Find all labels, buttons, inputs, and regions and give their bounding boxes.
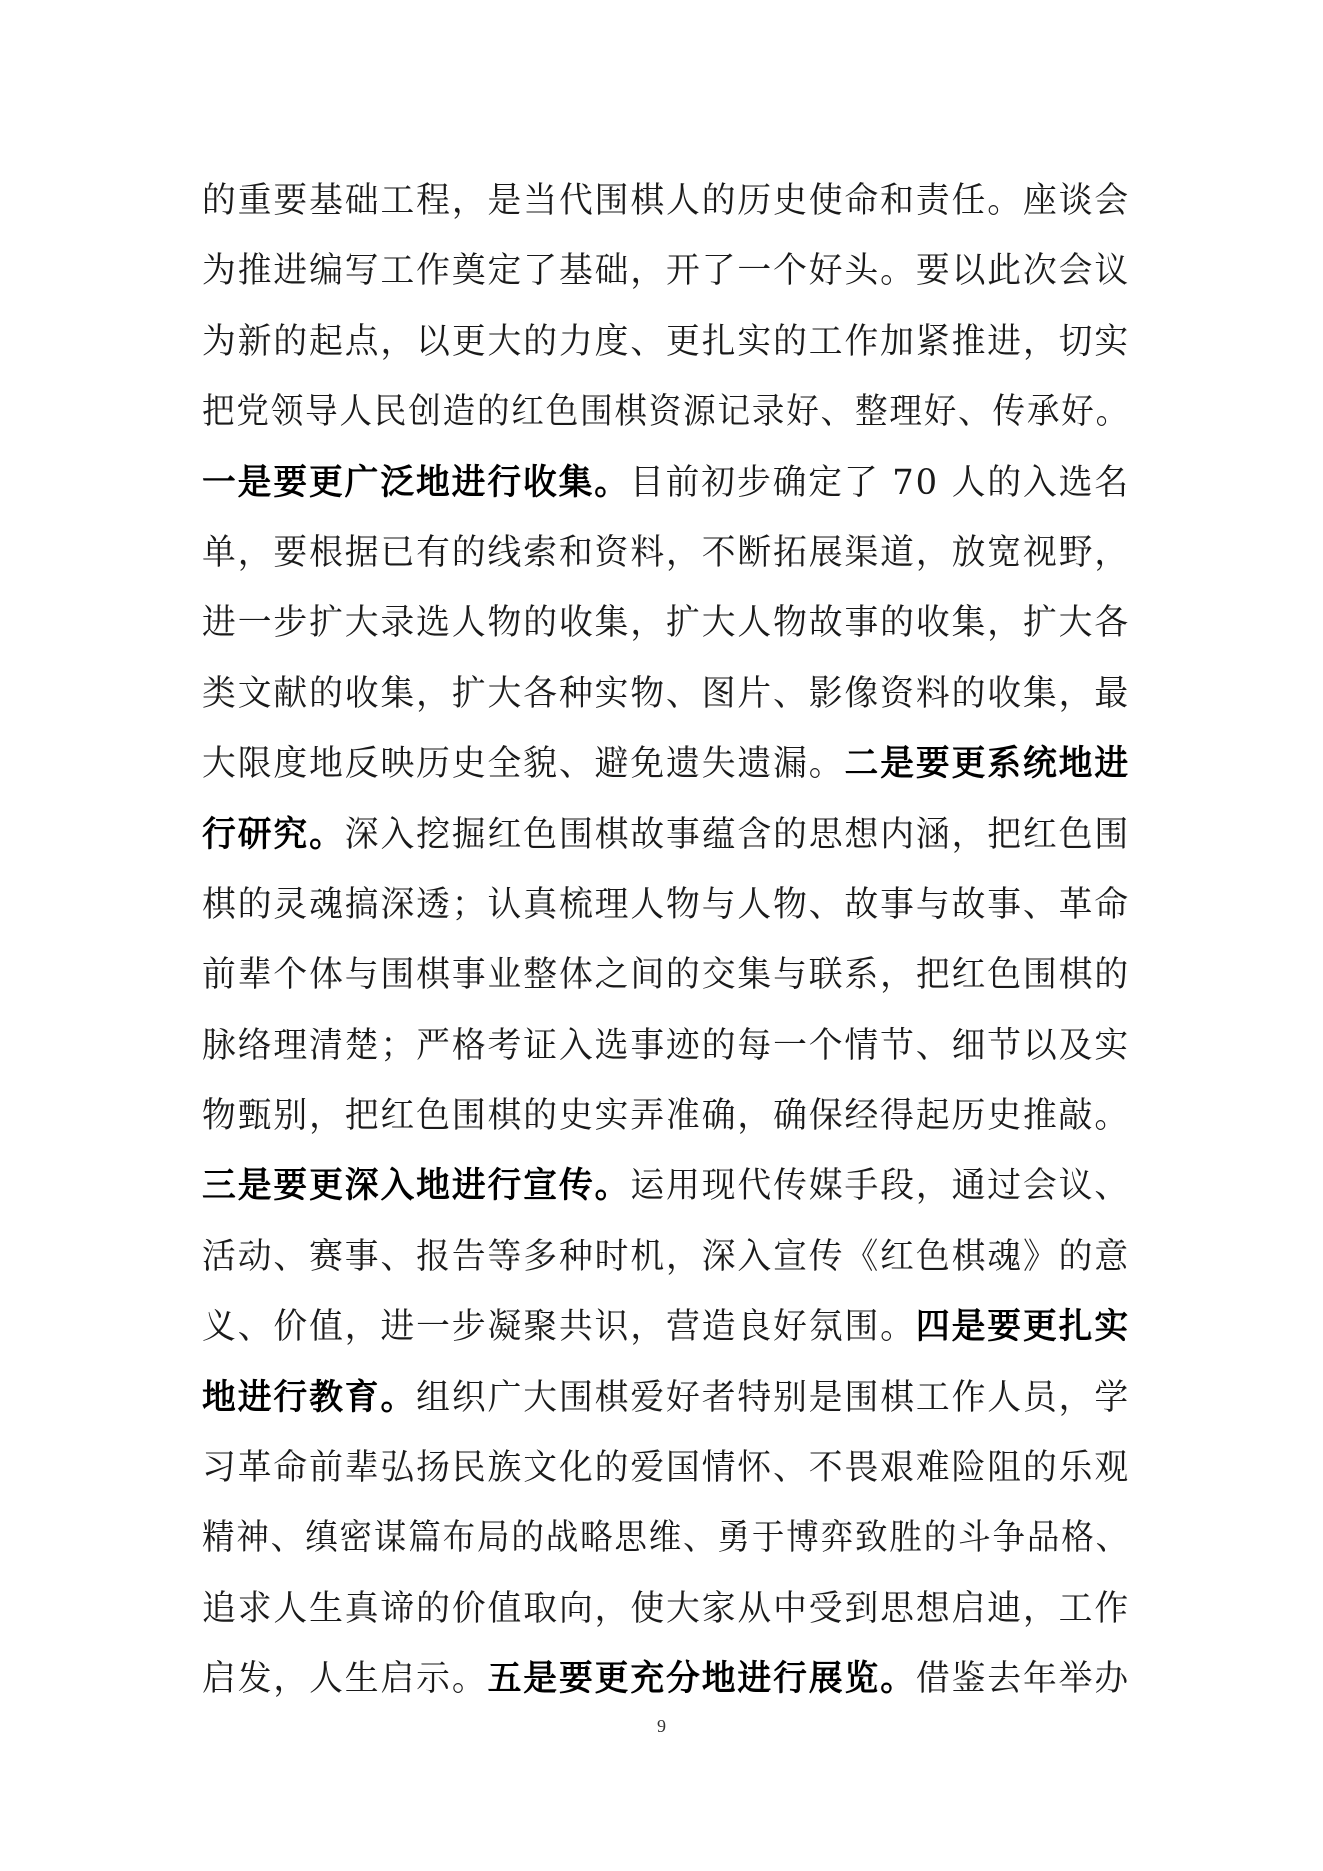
bold-heading-text: 四是要更扎实 [915, 1307, 1131, 1348]
paragraph-text: 大限度地反映历史全貌、避免遗失遗漏。 [202, 744, 845, 785]
paragraph-text: 棋的灵魂搞深透；认真梳理人物与人物、故事与故事、革命 [202, 884, 1131, 925]
text-line [202, 377, 1130, 447]
text-line [202, 870, 1130, 940]
text-line [202, 166, 1130, 236]
text-line [202, 588, 1130, 658]
page-number: 9 [657, 1716, 666, 1736]
paragraph-text: 脉络理清楚；严格考证入选事迹的每一个情节、细节以及实 [202, 1025, 1131, 1066]
text-line [202, 800, 1130, 870]
paragraph-text: 组织广大围棋爱好者特别是围棋工作人员，学 [416, 1377, 1131, 1418]
bold-heading-text: 行研究。 [202, 814, 345, 855]
text-line [202, 1011, 1130, 1081]
paragraph-text: 追求人生真谛的价值取向，使大家从中受到思想启迪，工作 [202, 1588, 1131, 1629]
text-line [202, 1574, 1130, 1644]
text-line [202, 1433, 1130, 1503]
paragraph-text: 精神、缜密谋篇布局的战略思维、勇于博弈致胜的斗争品格、 [202, 1518, 1130, 1559]
text-line [202, 1222, 1130, 1292]
text-line [202, 1503, 1130, 1573]
text-line [202, 940, 1130, 1010]
text-line [202, 236, 1130, 306]
paragraph-text: 物甄别，把红色围棋的史实弄准确，确保经得起历史推敲。 [202, 1096, 1131, 1137]
paragraph-text: 活动、赛事、报告等多种时机，深入宣传《红色棋魂》的意 [202, 1236, 1131, 1277]
paragraph-text: 深入挖掘红色围棋故事蕴含的思想内涵，把红色围 [344, 814, 1131, 855]
paragraph-text: 为推进编写工作奠定了基础，开了一个好头。要以此次会议 [202, 251, 1131, 292]
text-line [202, 659, 1130, 729]
text-line [202, 1644, 1130, 1714]
text-line [202, 1151, 1130, 1221]
bold-heading-text: 二是要更系统地进 [844, 744, 1131, 785]
text-line [202, 1363, 1130, 1433]
paragraph-text: 习革命前辈弘扬民族文化的爱国情怀、不畏艰难险阻的乐观 [202, 1448, 1131, 1489]
paragraph-text: 把党领导人民创造的红色围棋资源记录好、整理好、传承好。 [202, 392, 1130, 433]
paragraph-text: 的重要基础工程，是当代围棋人的历史使命和责任。座谈会 [202, 181, 1131, 221]
text-line [202, 1081, 1130, 1151]
bold-heading-text: 三是要更深入地进行宣传。 [202, 1166, 631, 1207]
paragraph-text: 义、价值，进一步凝聚共识，营造良好氛围。 [202, 1307, 916, 1348]
paragraph-text: 借鉴去年举办 [915, 1659, 1131, 1700]
bold-heading-text: 地进行教育。 [202, 1377, 417, 1418]
text-line [202, 307, 1130, 377]
paragraph-text: 运用现代传媒手段，通过会议、 [630, 1166, 1131, 1207]
text-line [202, 448, 1130, 518]
text-line [202, 518, 1130, 588]
paragraph-text: 启发，人生启示。 [202, 1659, 488, 1700]
paragraph-text: 类文献的收集，扩大各种实物、图片、影像资料的收集，最 [202, 673, 1131, 714]
bold-heading-text: 一是要更广泛地进行收集。 [202, 462, 630, 503]
text-line [202, 729, 1130, 799]
bold-heading-text: 五是要更充分地进行展览。 [487, 1659, 916, 1700]
paragraph-text: 目前初步确定了 70 人的入选名 [629, 462, 1131, 503]
paragraph-text: 单，要根据已有的线索和资料，不断拓展渠道，放宽视野， [202, 532, 1131, 573]
text-line [202, 1292, 1130, 1362]
paragraph-text: 前辈个体与围棋事业整体之间的交集与联系，把红色围棋的 [202, 955, 1131, 996]
paragraph-text: 进一步扩大录选人物的收集，扩大人物故事的收集，扩大各 [202, 603, 1131, 644]
body-text [202, 166, 1130, 1715]
paragraph-text: 为新的起点，以更大的力度、更扎实的工作加紧推进，切实 [202, 321, 1131, 362]
